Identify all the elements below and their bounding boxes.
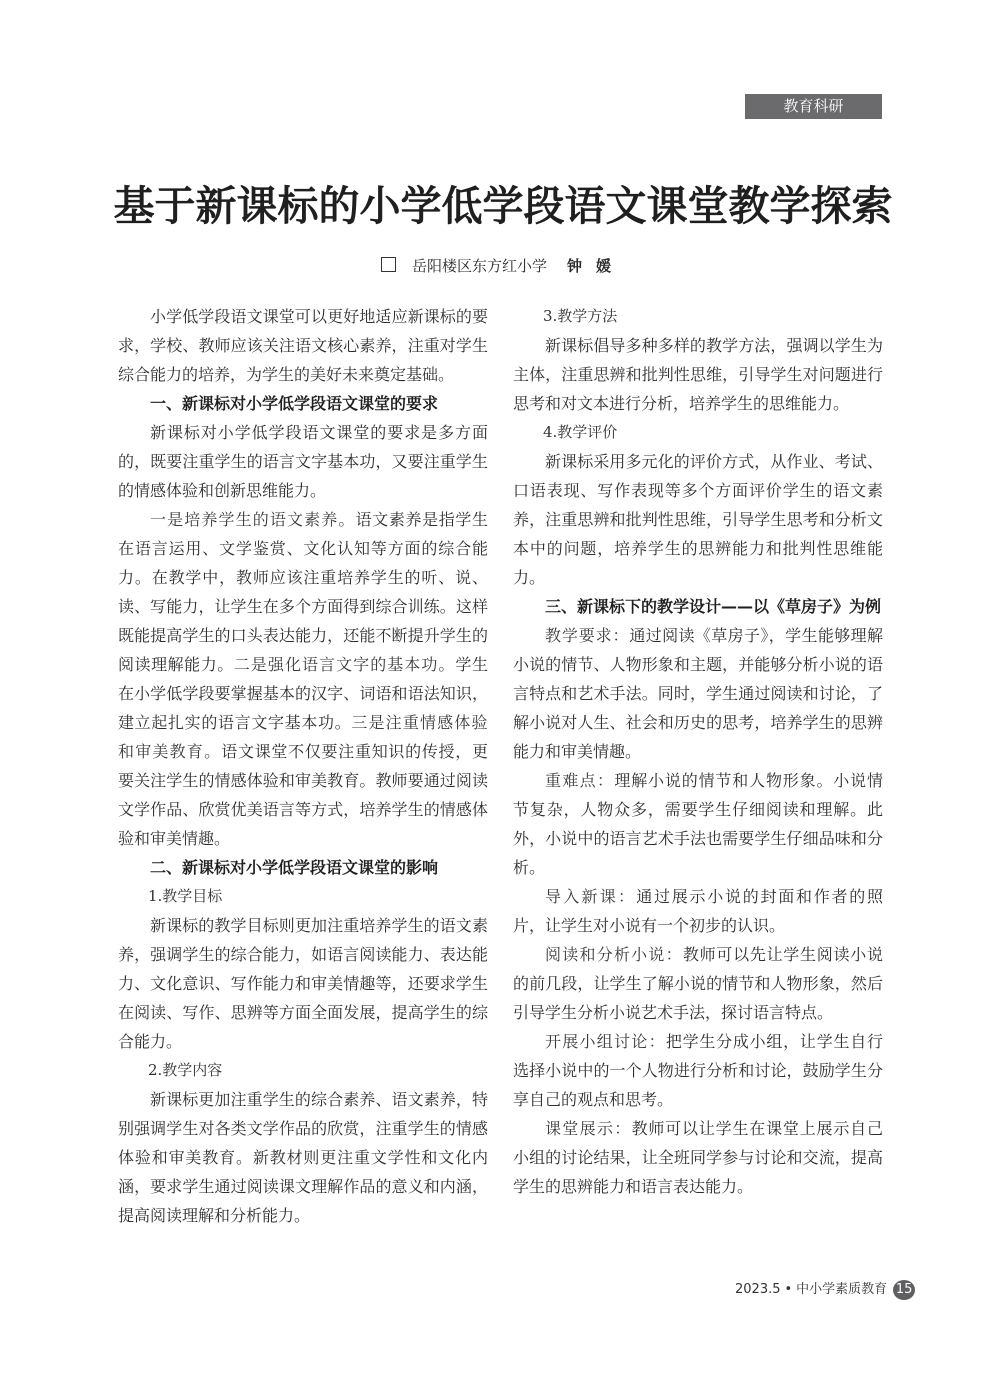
lead-phrase: 阅读和分析小说： bbox=[545, 945, 683, 964]
paragraph-text: 语文课堂不仅要注重知识的传授，更要关注学生的情感体验和审美教育。教师要通过阅读文学作品、欣赏优美语言等方式，培养学生的情感体验和审美情趣。 bbox=[118, 742, 488, 848]
subsection-4-paragraph: 新课标采用多元化的评价方式，从作业、考试、口语表现、写作表现等多个方面评价学生的语文素养，注重思辨和批判性思维，引导学生思考和分析文本中的问题，培养学生的思辨能力和批判性思维能力。 bbox=[513, 452, 883, 587]
design-item-teaching-requirements bbox=[513, 621, 883, 766]
design-item-key-points bbox=[513, 766, 883, 882]
lead-phrase: 重难点： bbox=[545, 771, 615, 790]
page-number-badge: 15 bbox=[893, 1280, 915, 1300]
intro-paragraph: 小学低学段语文课堂可以更好地适应新课标的要求，学校、教师应该关注语文核心素养，注重对学生综合能力的培养，为学生的美好未来奠定基础。 bbox=[118, 307, 488, 384]
journal-name: 中小学素质教育 bbox=[796, 1282, 888, 1297]
subsection-4-heading: 4.教学评价 bbox=[543, 423, 618, 441]
separator-dot: • bbox=[784, 1282, 793, 1297]
paragraph-text: 通过阅读《草房子》，学生能够理解小说的情节、人物形象和主题，并能够分析小说的语言特点和艺术手法。同时，学生通过阅读和讨论，了解小说对人生、社会和历史的思考，培养学生的思辨能力和审美情趣。 bbox=[513, 626, 883, 761]
section-1-heading: 一、新课标对小学低学段语文课堂的要求 bbox=[150, 394, 439, 413]
subsection-3-heading: 3.教学方法 bbox=[543, 307, 618, 325]
section-2-heading: 二、新课标对小学低学段语文课堂的影响 bbox=[150, 858, 439, 877]
article-title: 基于新课标的小学低学段语文课堂教学探索 bbox=[113, 182, 893, 230]
issue-number: 2023.5 bbox=[735, 1282, 781, 1297]
paragraph-text: 理解小说的情节和人物形象。小说情节复杂，人物众多，需要学生仔细阅读和理解。此外，小说中的语言艺术手法也需要学生仔细品味和分析。 bbox=[513, 771, 883, 877]
subsection-1-heading: 1.教学目标 bbox=[148, 887, 223, 905]
lead-phrase: 三是注重情感体验和审美教育。 bbox=[118, 713, 488, 761]
paragraph-text: 学生在小学低学段要掌握基本的汉字、词语和语法知识，建立起扎实的语言文字基本功。 bbox=[118, 655, 488, 732]
left-column bbox=[118, 302, 488, 1230]
lead-phrase: 一是培养学生的语文素养。 bbox=[150, 510, 356, 529]
author-name: 钟媛 bbox=[567, 257, 626, 275]
subsection-2-paragraph: 新课标更加注重学生的综合素养、语文素养，特别强调学生对各类文学作品的欣赏，注重学生的情感体验和审美教育。新教材则更注重文学性和文化内涵，要求学生通过阅读课文理解作品的意义和内涵，提高阅读理解和分析能力。 bbox=[118, 1090, 488, 1225]
subsection-3-paragraph: 新课标倡导多种多样的教学方法，强调以学生为主体，注重思辨和批判性思维，引导学生对问题进行思考和对文本进行分析，培养学生的思维能力。 bbox=[513, 336, 883, 413]
section-1-paragraph-1: 新课标对小学低学段语文课堂的要求是多方面的，既要注重学生的语言文字基本功，又要注重学生的情感体验和创新思维能力。 bbox=[118, 423, 488, 500]
lead-phrase: 教学要求： bbox=[545, 626, 630, 645]
lead-phrase: 课堂展示： bbox=[545, 1119, 632, 1138]
byline bbox=[0, 255, 1006, 277]
byline-box-icon bbox=[381, 257, 396, 272]
design-item-group-discussion bbox=[513, 1027, 883, 1114]
right-column bbox=[513, 302, 883, 1201]
paragraph-text: 通过展示小说的封面和作者的照片，让学生对小说有一个初步的认识。 bbox=[513, 887, 883, 935]
design-item-introduction bbox=[513, 882, 883, 940]
author-affiliation: 岳阳楼区东方红小学 bbox=[411, 257, 547, 275]
lead-phrase: 开展小组讨论： bbox=[545, 1032, 666, 1051]
section-tag: 教育科研 bbox=[745, 94, 882, 119]
subsection-1-paragraph: 新课标的教学目标则更加注重培养学生的语文素养，强调学生的综合能力，如语言阅读能力、表达能力、文化意识、写作能力和审美情趣等，还要求学生在阅读、写作、思辨等方面全面发展，提高学生的综合能力。 bbox=[118, 916, 488, 1051]
paragraph-text: 教师可以先让学生阅读小说的前几段，让学生了解小说的情节和人物形象，然后引导学生分析小说艺术手法，探讨语言特点。 bbox=[513, 945, 883, 1022]
subsection-2-heading: 2.教学内容 bbox=[148, 1061, 223, 1079]
paragraph-text: 教师可以让学生在课堂上展示自己小组的讨论结果，让全班同学参与讨论和交流，提高学生的思辨能力和语言表达能力。 bbox=[513, 1119, 883, 1196]
lead-phrase: 导入新课： bbox=[545, 887, 637, 906]
lead-phrase: 二是强化语言文字的基本功。 bbox=[233, 655, 456, 674]
paragraph-text: 把学生分成小组，让学生自行选择小说中的一个人物进行分析和讨论，鼓励学生分享自己的观点和思考。 bbox=[513, 1032, 883, 1109]
section-3-heading: 三、新课标下的教学设计——以《草房子》为例 bbox=[545, 597, 882, 616]
paragraph-text: 语文素养是指学生在语言运用、文学鉴赏、文化认知等方面的综合能力。在教学中，教师应该注重培养学生的听、说、读、写能力，让学生在多个方面得到综合训练。这样既能提高学生的口头表达能力，还能不断提升学生的阅读理解能力。 bbox=[118, 510, 488, 674]
section-1-paragraph-2 bbox=[118, 505, 488, 853]
design-item-class-presentation bbox=[513, 1114, 883, 1201]
design-item-reading-analysis bbox=[513, 940, 883, 1027]
page-footer bbox=[735, 1279, 915, 1301]
